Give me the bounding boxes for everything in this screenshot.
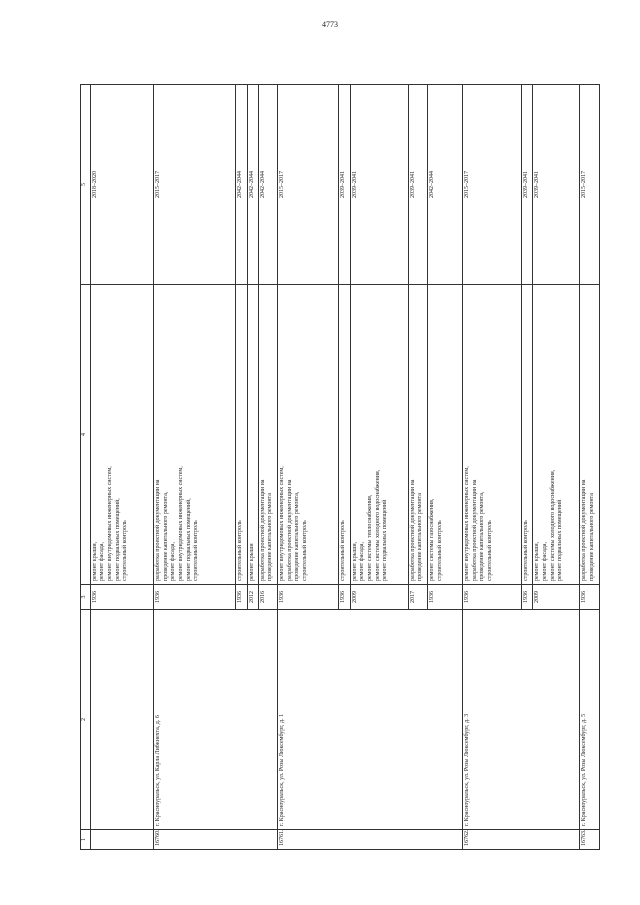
work-cell: строительный контроль	[522, 285, 533, 585]
year-cell: 2009	[533, 585, 579, 610]
period-cell: 2042–2044	[258, 85, 277, 285]
row-number-cell: 16760.	[153, 830, 277, 850]
header-col-5: 5	[81, 85, 91, 285]
header-col-3: 3	[81, 585, 91, 610]
year-cell: 1936	[428, 585, 463, 610]
year-cell: 1936	[278, 585, 339, 610]
work-cell: ремонт крыши	[247, 285, 258, 585]
work-cell: разработка проектной документации на проведение капитального ремонта	[579, 285, 599, 585]
year-cell: 1936	[90, 585, 153, 610]
year-cell: 2016	[258, 585, 277, 610]
period-cell: 2039–2041	[339, 85, 350, 285]
work-cell: разработка проектной документации на проведение капитального ремонта	[258, 285, 277, 585]
header-col-2: 2	[81, 610, 91, 830]
capital-repair-table	[80, 84, 600, 850]
row-number-cell: 16762.	[462, 830, 579, 850]
table-rotator	[80, 85, 600, 850]
period-cell: 2018–2020	[90, 85, 153, 285]
year-cell: 2009	[350, 585, 408, 610]
table-row	[153, 85, 235, 850]
work-cell: ремонт внутридомовых инженерных систем, разработка проектной документации на проведение капитального ремонта, строительный контроль	[278, 285, 339, 585]
work-cell: ремонт крыши, ремонт фасада, ремонт системы теплоснабжения, ремонт системы холодного водоснабжения, ремонт подвальных помещений	[350, 285, 408, 585]
year-cell: 1936	[153, 585, 235, 610]
work-cell: разработка проектной документации на проведение капитального ремонта	[408, 285, 427, 585]
row-number-cell: 16763.	[579, 830, 599, 850]
address-cell: г. Красноуральск, ул. Розы Люксембург, д. 1	[278, 610, 463, 830]
rotated-table-frame	[80, 85, 600, 850]
period-cell: 2039–2041	[533, 85, 579, 285]
year-cell: 1936	[236, 585, 247, 610]
year-cell: 2017	[408, 585, 427, 610]
work-cell: ремонт крыши, ремонт фасада, ремонт системы холодного водоснабжения, ремонт подвальных помещений	[533, 285, 579, 585]
page-number: 4773	[322, 20, 338, 29]
work-cell: ремонт внутридомовых инженерных систем, разработка проектной документации на проведение капитального ремонта, строительный контроль	[462, 285, 521, 585]
period-cell: 2042–2044	[236, 85, 247, 285]
period-cell: 2015–2017	[278, 85, 339, 285]
period-cell: 2042–2044	[247, 85, 258, 285]
row-number-cell	[90, 830, 153, 850]
address-cell: г. Красноуральск, ул. Розы Люксембург, д. 3	[462, 610, 579, 830]
period-cell: 2015–2017	[462, 85, 521, 285]
period-cell: 2015–2017	[153, 85, 235, 285]
work-cell: строительный контроль	[236, 285, 247, 585]
year-cell: 1936	[339, 585, 350, 610]
table-row	[90, 85, 153, 850]
table-row	[278, 85, 339, 850]
period-cell: 2042–2044	[428, 85, 463, 285]
work-cell: ремонт системы газоснабжения, строительный контроль	[428, 285, 463, 585]
address-cell: г. Красноуральск, ул. Розы Люксембург, д. 5	[579, 610, 599, 830]
work-cell: разработка проектной документации на проведение капитального ремонта, ремонт фасада, ремонт внутридомовых инженерных систем, ремонт подвальных помещений, строительный контроль	[153, 285, 235, 585]
period-cell: 2015–2017	[579, 85, 599, 285]
row-number-cell: 16761.	[278, 830, 463, 850]
header-col-4: 4	[81, 285, 91, 585]
work-cell: ремонт крыши, ремонт фасада, ремонт внутридомовых инженерных систем, ремонт подвальных помещений, строительный контроль	[90, 285, 153, 585]
year-cell: 2012	[247, 585, 258, 610]
period-cell: 2039–2041	[350, 85, 408, 285]
address-cell	[90, 610, 153, 830]
header-col-1: 1	[81, 830, 91, 850]
address-cell: г. Красноуральск, ул. Карла Либкнехта, д. 6	[153, 610, 277, 830]
table-row	[579, 85, 599, 850]
table-row	[462, 85, 521, 850]
year-cell: 1936	[522, 585, 533, 610]
period-cell: 2039–2041	[408, 85, 427, 285]
period-cell: 2039–2041	[522, 85, 533, 285]
work-cell: строительный контроль	[339, 285, 350, 585]
year-cell: 1936	[462, 585, 521, 610]
header-row	[81, 85, 91, 850]
year-cell: 1936	[579, 585, 599, 610]
